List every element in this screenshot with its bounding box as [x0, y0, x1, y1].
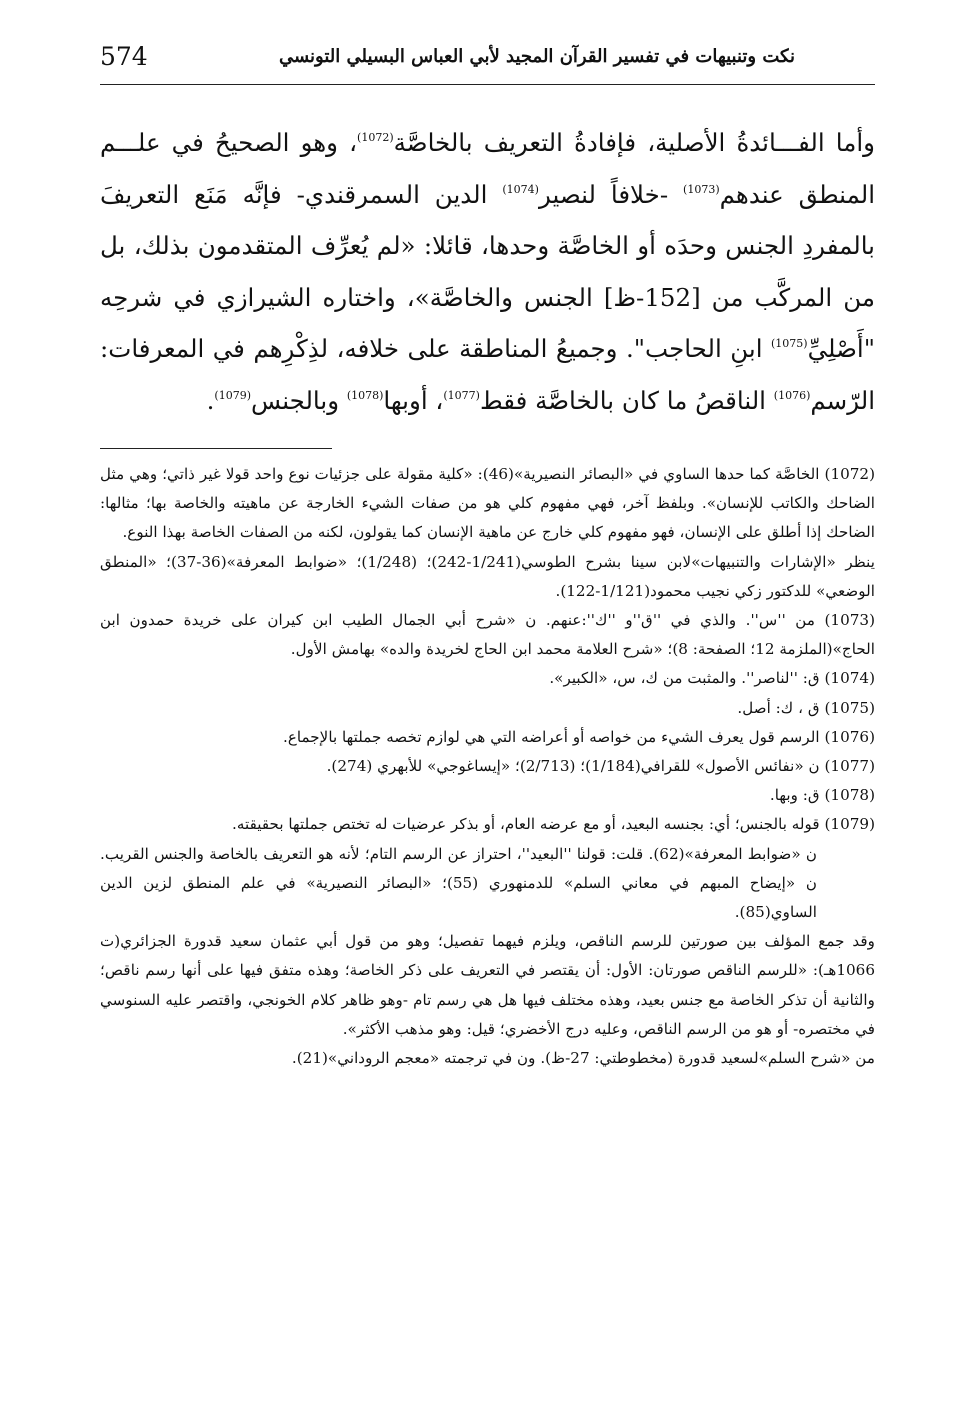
footnote-text: ق: وبها.	[769, 786, 820, 805]
footnote-number: (1077)	[824, 757, 875, 776]
footnote-1074	[100, 664, 875, 693]
main-text-segment: .	[206, 385, 215, 415]
footnote-number: (1078)	[824, 786, 875, 805]
footnote-text: ن «نفائس الأصول» للقرافي(1/184)؛ (2/713)؛ «إيساغوجي» للأبهري (274).	[326, 757, 820, 776]
footnote-1079-continuation	[100, 1044, 875, 1073]
footnote-text: ن «ضوابط المعرفة»(62). قلت: قولنا ''البعيد''، احتراز عن الرسم التام؛ لأنه هو التعريف بالخاصة والجنس القريب. ن «إيضاح المبهم في معاني السلم» للدمنهوري (55)؛ «البصائر النصيرية» في علم المنطق لزين الدين الساوي(85).	[100, 844, 817, 922]
main-paragraph	[100, 117, 875, 426]
footnote-text: الرسم قول يعرف الشيء من خواصه أو أعراضه التي هي لوازم تخصه جملتها بالإجماع.	[283, 727, 820, 746]
footnote-number: (1075)	[824, 698, 875, 717]
main-text-segment: وبالجنس	[251, 385, 347, 415]
running-title: نكت وتنبيهات في تفسير القرآن المجيد لأبي العباس البسيلي التونسي	[278, 46, 795, 67]
footnote-number: (1073)	[824, 611, 876, 630]
footnote-text: من ''س''. والذي في ''ق''و ''ك'':عنهم. ن «شرح أبي الجمال الطيب ابن كيران على خريدة حمدون ابن الحاج»(الملزمة 12؛ الصفحة: 8)؛ «شرح العلامة محمد ابن الحاج لخريدة والده» بهامش الأول.	[100, 611, 875, 659]
footnote-ref: (1077)	[443, 388, 480, 402]
footnote-number: (1072)	[824, 465, 876, 483]
main-text-segment: ابنِ الحاجب". وجميعُ المناطقة على خلافه، لذِكْرِهم في المعرفات: الرّسم	[100, 334, 875, 415]
footnote-1072	[100, 460, 875, 548]
footnote-text: من «شرح السلم»لسعيد قدورة (مخطوطتي: 27-ظ). ون في ترجمته «معجم الروداني»(21).	[291, 1049, 875, 1068]
footnote-ref: (1076)	[773, 388, 811, 402]
book-page	[100, 38, 875, 1073]
footnote-text: الخاصَّة كما حدها الساوي في «البصائر النصيرية»(46): «كلية مقولة على جزئيات نوع واحد قولا غير ذاتي؛ وهي مثل الضاحك والكاتب للإنسان». وبلفظ آخر، فهي مفهوم كلي هو من صفات الشيء الخارجة عن ماهيته والخاصة بها؛ مثالها: الضاحك إذا أطلق على الإنسان، فهو مفهوم كلي خارج عن ماهية الإنسان كما يقولون، لكنه من الصفات الخاصة بهذا النوع.	[100, 465, 875, 542]
footnote-separator-area	[100, 426, 875, 460]
footnote-text: قوله بالجنس؛ أي: بجنسه البعيد، أو مع عرضه العام، أو بذكر عرضيات له تختص جملتها بحقيقته.	[232, 815, 820, 834]
footnote-text: ق ، ك: أصل.	[737, 698, 820, 717]
footnote-1073	[100, 606, 875, 664]
main-text-segment: -خلافاً لنصير	[538, 179, 684, 209]
footnote-number: (1076)	[824, 727, 875, 746]
footnote-text: ق: ''لناصر''. والمثبت من ك، س، «الكبير».	[549, 669, 820, 688]
footnote-1076	[100, 723, 875, 752]
footnote-1079-continuation	[100, 840, 875, 928]
footnote-ref: (1078)	[346, 388, 384, 402]
footnote-text: ينظر «الإشارات والتنبيهات»لابن سينا بشرح الطوسي(1/241-242)؛ (1/248)؛ «ضوابط المعرفة»(36-37)؛ «المنطق الوضعي» للدكتور زكي نجيب محمود(1/121-122).	[100, 552, 875, 600]
footnote-number: (1079)	[824, 815, 875, 834]
footnote-ref: (1079)	[214, 388, 252, 402]
footnote-ref: (1073)	[683, 182, 720, 196]
footnote-separator	[100, 448, 332, 449]
footnote-ref: (1075)	[770, 337, 808, 350]
main-text-segment: ، أوبها	[383, 385, 444, 415]
running-header	[100, 38, 875, 85]
main-text-segment: الدين السمرقندي- فإنَّه مَنَع التعريفَ بالمفردِ الجنس وحدَه أو الخاصَّة وحدها، قائلا: «لم يُعرِّف المتقدمون بذلك، بل من المركَّب من [152-ظ] الجنس والخاصَّة»، واختاره الشيرازي في شرحِه "أَصْلِيِّ	[100, 179, 875, 363]
footnote-1078	[100, 781, 875, 810]
main-text-segment: الناقصُ ما كان بالخاصَّة فقط	[479, 385, 774, 415]
footnotes	[100, 460, 875, 1073]
page-number: 574	[100, 42, 148, 71]
footnote-number: (1074)	[824, 669, 875, 688]
main-text-segment: وأما الفـــائدةُ الأصلية، فإفادةُ التعريف بالخاصَّة	[393, 128, 875, 157]
footnote-ref: (1074)	[502, 182, 539, 196]
footnote-1079	[100, 810, 875, 839]
footnote-text: وقد جمع المؤلف بين صورتين للرسم الناقص، ويلزم فيهما تفصيل؛ وهو من قول أبي عثمان سعيد قدورة الجزائري(ت 1066هـ): «للرسم الناقص صورتان: الأول: أن يقتصر في التعريف على ذكر الخاصة؛ وهذه متفق فيها على أنها رسم ناقص؛ والثانية أن تذكر الخاصة مع جنس بعيد، وهذه مختلف فيها هل هي رسم تام -وهو ظاهر كلام الخونجي، واقتصر عليه السنوسي في مختصره- أو هو من الرسم الناقص، وعليه درج الأخضري؛ قيل: وهو مذهب الأكثر».	[100, 932, 875, 1038]
main-text-segment: ، وهو الصحيحُ في علـــم المنطق عندهم	[100, 128, 876, 209]
footnote-ref: (1072)	[357, 131, 394, 144]
footnote-1079-continuation	[100, 927, 875, 1044]
footnote-1075	[100, 694, 875, 723]
footnote-1077	[100, 752, 875, 781]
footnote-1072-continuation	[100, 548, 875, 606]
